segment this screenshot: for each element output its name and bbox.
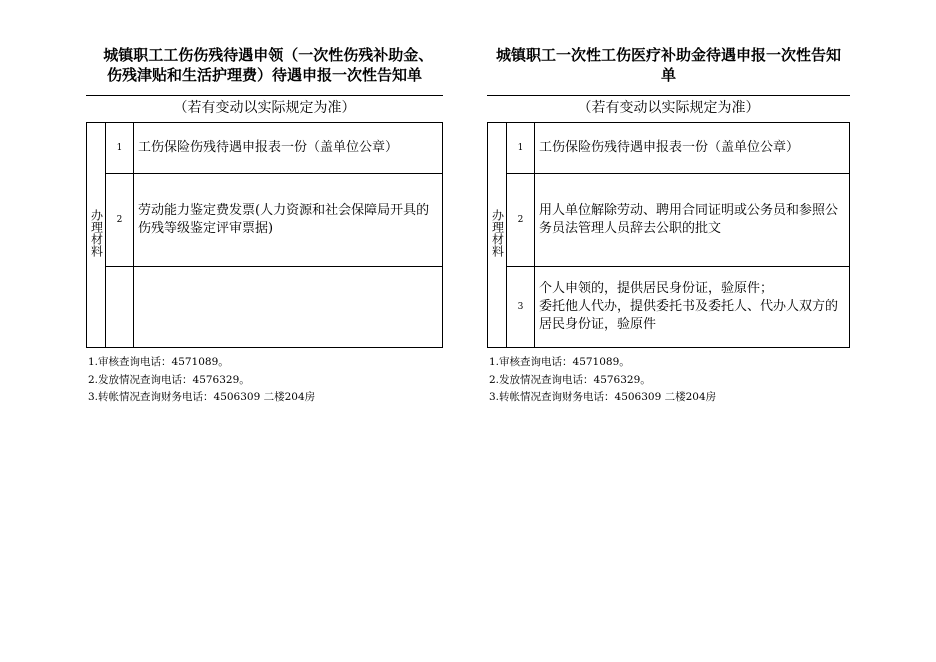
row-text: [134, 267, 443, 348]
row-number: 1: [106, 123, 134, 174]
category-cell: [87, 123, 106, 348]
category-label: 办理材料: [89, 208, 104, 257]
notes: [86, 354, 443, 407]
form-subtitle: （若有变动以实际规定为准）: [173, 100, 356, 116]
table-row: [87, 123, 443, 174]
row-number: 1: [507, 123, 535, 174]
row-text: 用人单位解除劳动、聘用合同证明或公务员和参照公务员法管理人员辞去公职的批文: [535, 174, 850, 267]
category-cell: [488, 123, 507, 348]
form-left: [86, 34, 443, 407]
note-line: 1.审核查询电话：4571089。: [88, 356, 229, 368]
form-subtitle: （若有变动以实际规定为准）: [577, 100, 760, 116]
materials-table: [487, 122, 850, 348]
form-right: [487, 34, 850, 407]
note-line: 1.审核查询电话：4571089。: [489, 356, 630, 368]
form-title: 城镇职工工伤伤残待遇申领（一次性伤残补助金、 伤残津贴和生活护理费）待遇申报一次性告知单: [86, 34, 443, 96]
row-number: [106, 267, 134, 348]
row-text: 工伤保险伤残待遇申报表一份（盖单位公章）: [134, 123, 443, 174]
row-number: 2: [106, 174, 134, 267]
materials-table: [86, 122, 443, 348]
row-text: 劳动能力鉴定费发票(人力资源和社会保障局开具的伤残等级鉴定评审票据): [134, 174, 443, 267]
table-row: [87, 267, 443, 348]
table-row: [488, 174, 850, 267]
note-line: 3.转帐情况查询财务电话：4506309 二楼204房: [88, 391, 316, 403]
form-title: 城镇职工一次性工伤医疗补助金待遇申报一次性告知单: [487, 34, 850, 96]
row-number: 2: [507, 174, 535, 267]
table-row: [488, 123, 850, 174]
row-text: 工伤保险伤残待遇申报表一份（盖单位公章）: [535, 123, 850, 174]
row-number: 3: [507, 267, 535, 348]
note-line: 3.转帐情况查询财务电话：4506309 二楼204房: [489, 391, 717, 403]
row-text: 个人申领的，提供居民身份证，验原件； 委托他人代办，提供委托书及委托人、代办人双方的居民身份证，验原件: [535, 267, 850, 348]
notes: [487, 354, 850, 407]
category-label: 办理材料: [490, 208, 505, 257]
note-line: 2.发放情况查询电话：4576329。: [489, 373, 651, 386]
table-row: [488, 267, 850, 348]
note-line: 2.发放情况查询电话：4576329。: [88, 373, 250, 386]
table-row: [87, 174, 443, 267]
